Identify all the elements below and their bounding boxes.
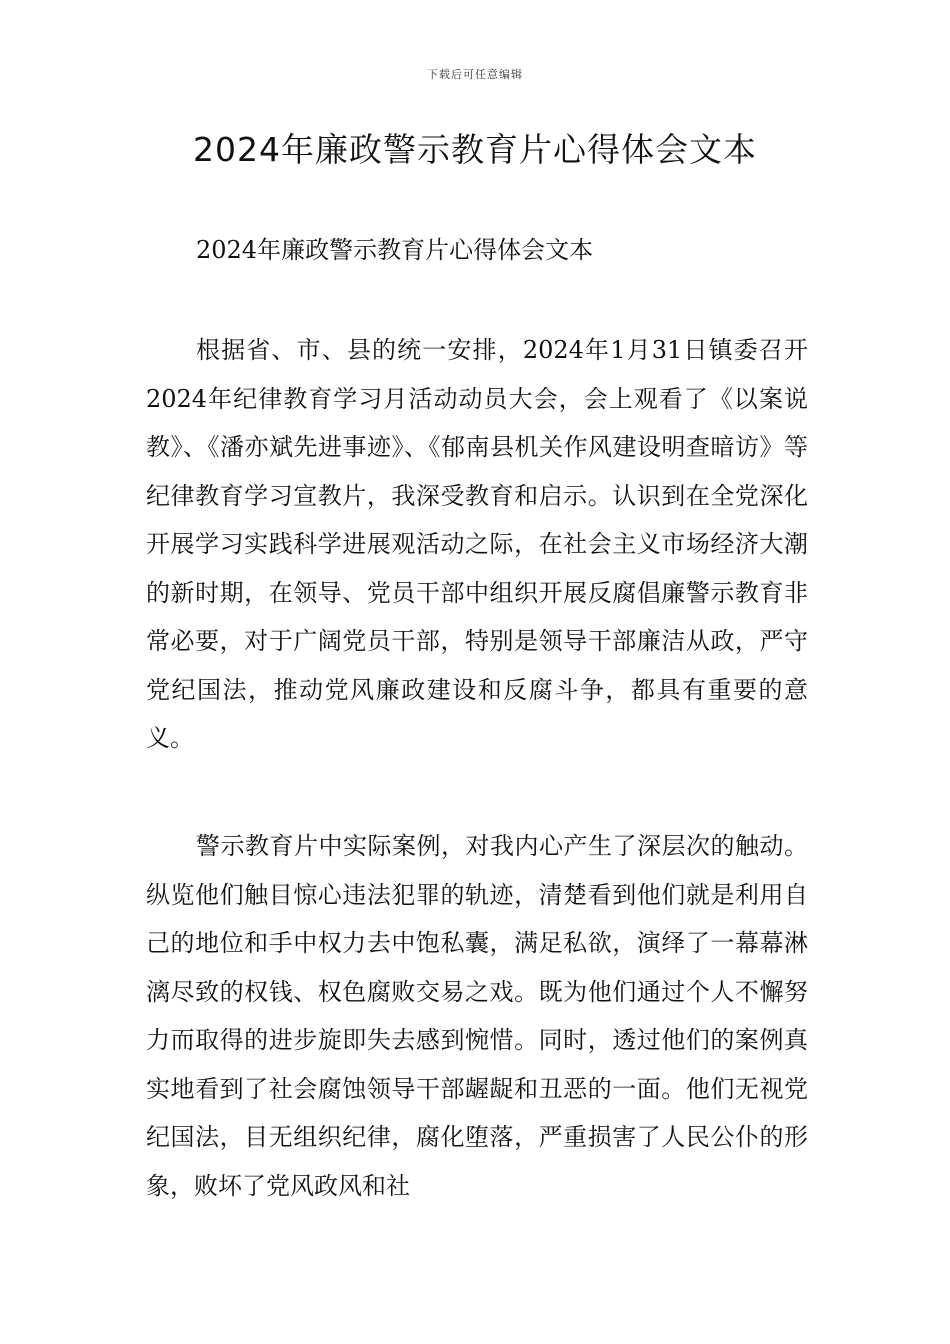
document-subtitle: 2024年廉政警示教育片心得体会文本 — [196, 236, 594, 264]
paragraph-2: 警示教育片中实际案例，对我内心产生了深层次的触动。纵览他们触目惊心违法犯罪的轨迹，清楚看到他们就是利用自己的地位和手中权力去中饱私囊，满足私欲，演绎了一幕幕淋漓尽致的权钱、权色腐败交易之戏。既为他们通过个人不懈努力而取得的进步旋即失去感到惋惜。同时，透过他们的案例真实地看到了社会腐蚀领导干部龌龊和丑恶的一面。他们无视党纪国法，目无组织纪律，腐化堕落，严重损害了人民公仆的形象，败坏了党风政风和社 — [146, 832, 808, 1200]
document-title: 2024年廉政警示教育片心得体会文本 — [193, 130, 757, 169]
header-note: 下载后可任意编辑 — [427, 68, 523, 81]
paragraph-1: 根据省、市、县的统一安排，2024年1月31日镇委召开2024年纪律教育学习月活动动员大会，会上观看了《以案说教》、《潘亦斌先进事迹》、《郁南县机关作风建设明查暗访》等纪律教育学习宣教片，我深受教育和启示。认识到在全党深化开展学习实践科学进展观活动之际，在社会主义市场经济大潮的新时期，在领导、党员干部中组织开展反腐倡廉警示教育非常必要，对于广阔党员干部，特别是领导干部廉洁从政，严守党纪国法，推动党风廉政建设和反腐斗争，都具有重要的意义。 — [146, 336, 808, 752]
